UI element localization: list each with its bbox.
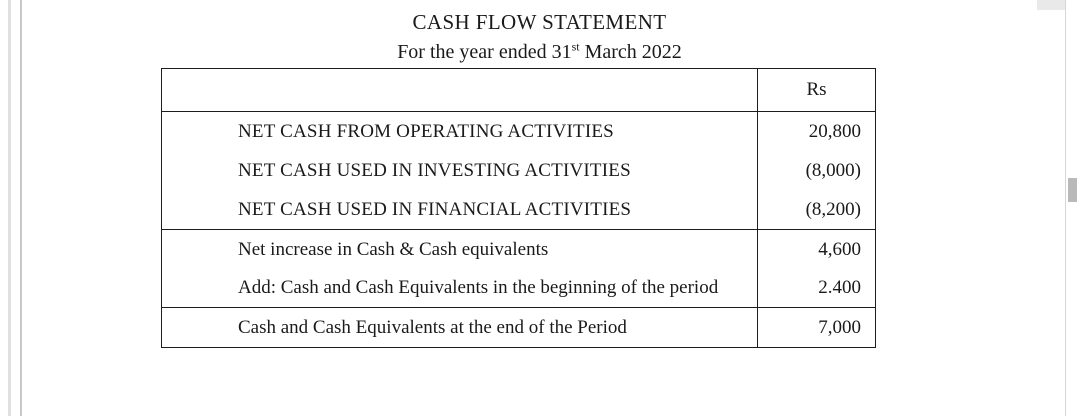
row-label: NET CASH FROM OPERATING ACTIVITIES <box>162 112 758 152</box>
row-amount: 4,600 <box>758 230 876 270</box>
table-row <box>162 190 876 230</box>
row-label: Net increase in Cash & Cash equivalents <box>162 230 758 270</box>
table-row <box>162 308 876 348</box>
page-left-edge <box>0 0 22 416</box>
subtitle-suffix: March 2022 <box>579 41 682 63</box>
row-label: NET CASH USED IN FINANCIAL ACTIVITIES <box>162 190 758 230</box>
row-amount: (8,000) <box>758 151 876 190</box>
page-left-edge-line <box>8 0 11 416</box>
cash-flow-table <box>161 68 876 348</box>
table-row <box>162 269 876 308</box>
row-amount: 7,000 <box>758 308 876 348</box>
page-right-edge <box>1065 0 1079 416</box>
row-label: NET CASH USED IN INVESTING ACTIVITIES <box>162 151 758 190</box>
scrollbar-thumb[interactable] <box>1068 178 1077 202</box>
page-subtitle <box>0 38 1079 66</box>
cash-flow-table-wrapper <box>161 68 875 348</box>
page-title: CASH FLOW STATEMENT <box>412 10 667 34</box>
row-amount: (8,200) <box>758 190 876 230</box>
document-heading <box>0 0 1079 66</box>
table-row <box>162 151 876 190</box>
page-corner-mark <box>1037 0 1065 10</box>
table-row <box>162 112 876 152</box>
header-cell-description <box>162 69 758 112</box>
table-row <box>162 230 876 270</box>
table-header-row <box>162 69 876 112</box>
row-amount: 20,800 <box>758 112 876 152</box>
row-label: Cash and Cash Equivalents at the end of the Period <box>162 308 758 348</box>
subtitle-prefix: For the year ended 31 <box>397 41 572 63</box>
row-amount: 2.400 <box>758 269 876 308</box>
header-cell-amount: Rs <box>758 69 876 112</box>
row-label: Add: Cash and Cash Equivalents in the beginning of the period <box>162 269 758 308</box>
subtitle-ordinal-suffix: st <box>571 39 580 54</box>
